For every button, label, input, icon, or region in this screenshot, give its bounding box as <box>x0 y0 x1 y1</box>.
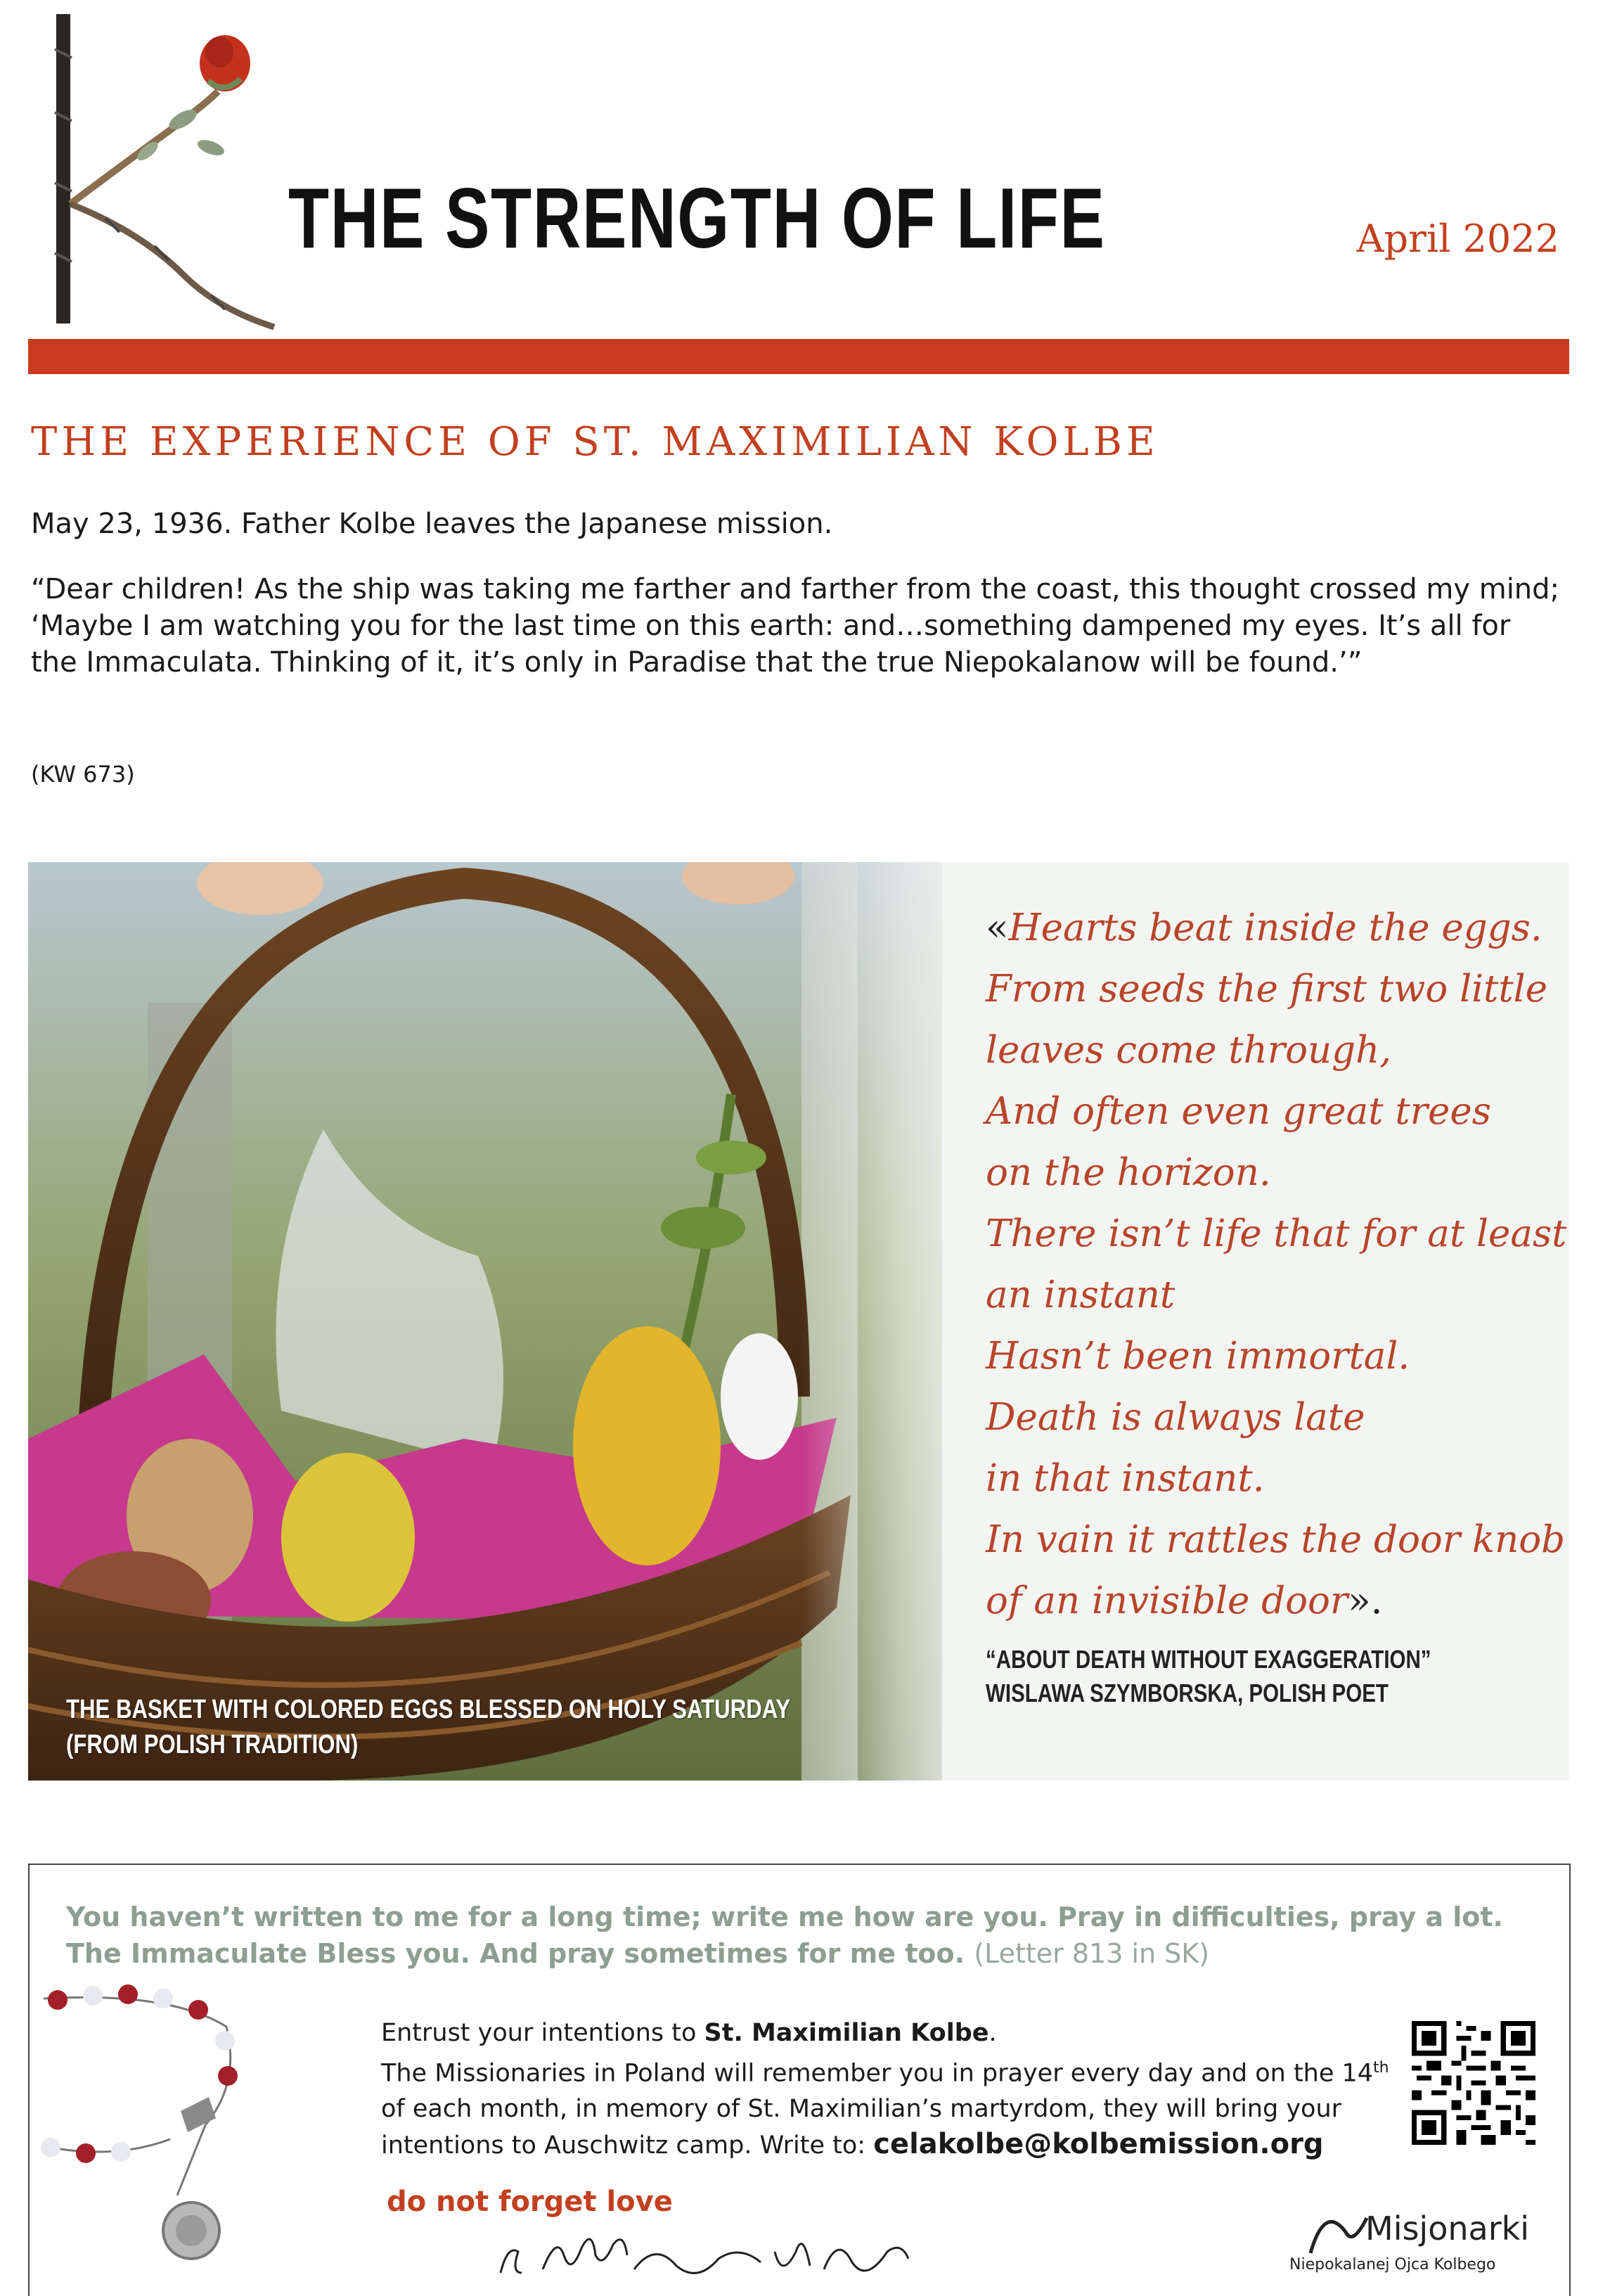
photo-caption <box>66 1692 790 1762</box>
poem-line: Hasn’t been immortal. <box>986 1335 1410 1378</box>
entrust-line <box>381 2015 1393 2051</box>
poem-author: WISLAWA SZYMBORSKA, POLISH POET <box>986 1679 1389 1707</box>
poem-line <box>986 897 1566 958</box>
poem-line: And often even great trees <box>986 1090 1491 1133</box>
rose-icon <box>200 35 250 91</box>
poem-open-mark: « <box>986 906 1009 949</box>
kolbe-signature <box>494 2231 915 2287</box>
section-heading: THE EXPERIENCE OF ST. MAXIMILIAN KOLBE <box>31 419 1159 465</box>
qr-code-icon[interactable] <box>1412 2021 1535 2145</box>
poem-line: in that instant. <box>986 1457 1265 1500</box>
entrust-prefix: Entrust your intentions to <box>381 2019 697 2047</box>
tagline: do not forget love <box>387 2186 673 2218</box>
poem-close-mark: ». <box>1348 1579 1383 1622</box>
poem <box>986 897 1566 1631</box>
entrust-body <box>381 2051 1393 2163</box>
feature-panel <box>28 862 1569 1781</box>
entrust-body-sup: th <box>1373 2059 1389 2077</box>
poem-line-text: Hearts beat inside the eggs. <box>1008 906 1543 949</box>
poem-line: an instant <box>986 1274 1176 1316</box>
entrust-suffix: . <box>988 2019 997 2047</box>
poem-line: on the horizon. <box>986 1151 1271 1194</box>
entrust-body-part1: The Missionaries in Poland will remember you in prayer every day and on the 14 <box>381 2059 1374 2088</box>
k-stem <box>56 14 70 323</box>
poem-line: Death is always late <box>986 1396 1365 1439</box>
org-name: Misjonarki <box>1365 2210 1530 2247</box>
entrust-name: St. Maximilian Kolbe <box>704 2019 989 2047</box>
k-logo-with-rose <box>42 7 295 338</box>
rosary-icon <box>30 1984 395 2296</box>
header-divider <box>28 339 1569 374</box>
contact-email[interactable]: celakolbe@kolbemission.org <box>873 2127 1324 2160</box>
poem-line-text: of an invisible door <box>986 1579 1348 1622</box>
poem-line: leaves come through, <box>986 1029 1392 1072</box>
kolbe-quote: “Dear children! As the ship was taking me farther and farther from the coast, this thought crossed my mind; ‘Maybe I am watching you for the last time on this earth: and…something dampened my eyes. It’s all for the Immaculata. Thinking of it, it’s only in Paradise that the true Niepokalanow will be found.’” <box>31 573 1560 679</box>
issue-date: April 2022 <box>1356 217 1559 261</box>
cross-icon <box>181 2097 216 2132</box>
quote-reference: (KW 673) <box>31 761 135 788</box>
poem-source <box>986 1643 1431 1710</box>
kolbe-letter-excerpt <box>66 1899 1557 1972</box>
photo-caption-line1: THE BASKET WITH COLORED EGGS BLESSED ON HOLY SATURDAY <box>66 1695 791 1724</box>
org-subtitle: Niepokalanej Ojca Kolbego <box>1289 2256 1496 2273</box>
letter-text: You haven’t written to me for a long time; write me how are you. Pray in difficulties, pray a lot. The Immaculate Bless you. And pray sometimes for me too. <box>66 1901 1503 1969</box>
poem-line <box>986 1570 1566 1631</box>
photo-caption-line2: (FROM POLISH TRADITION) <box>66 1730 359 1759</box>
poem-title: “ABOUT DEATH WITHOUT EXAGGERATION” <box>986 1645 1431 1674</box>
poem-line: From seeds the first two little <box>986 968 1547 1011</box>
entrust-body-part2: of each month, in memory of St. Maximilian’s martyrdom, they will bring your intentions to Auschwitz camp. Write to: <box>381 2094 1342 2160</box>
article-intro: May 23, 1936. Father Kolbe leaves the Japanese mission. <box>31 508 833 540</box>
photo-fade <box>801 862 984 1781</box>
poem-line: In vain it rattles the door knob <box>986 1518 1566 1561</box>
letter-reference: (Letter 813 in SK) <box>974 1938 1210 1969</box>
poem-line: There isn’t life that for at least <box>986 1212 1567 1255</box>
entrust-paragraph <box>381 2015 1393 2163</box>
newsletter-title: THE STRENGTH OF LIFE <box>288 170 1106 266</box>
intentions-box <box>28 1864 1571 2296</box>
